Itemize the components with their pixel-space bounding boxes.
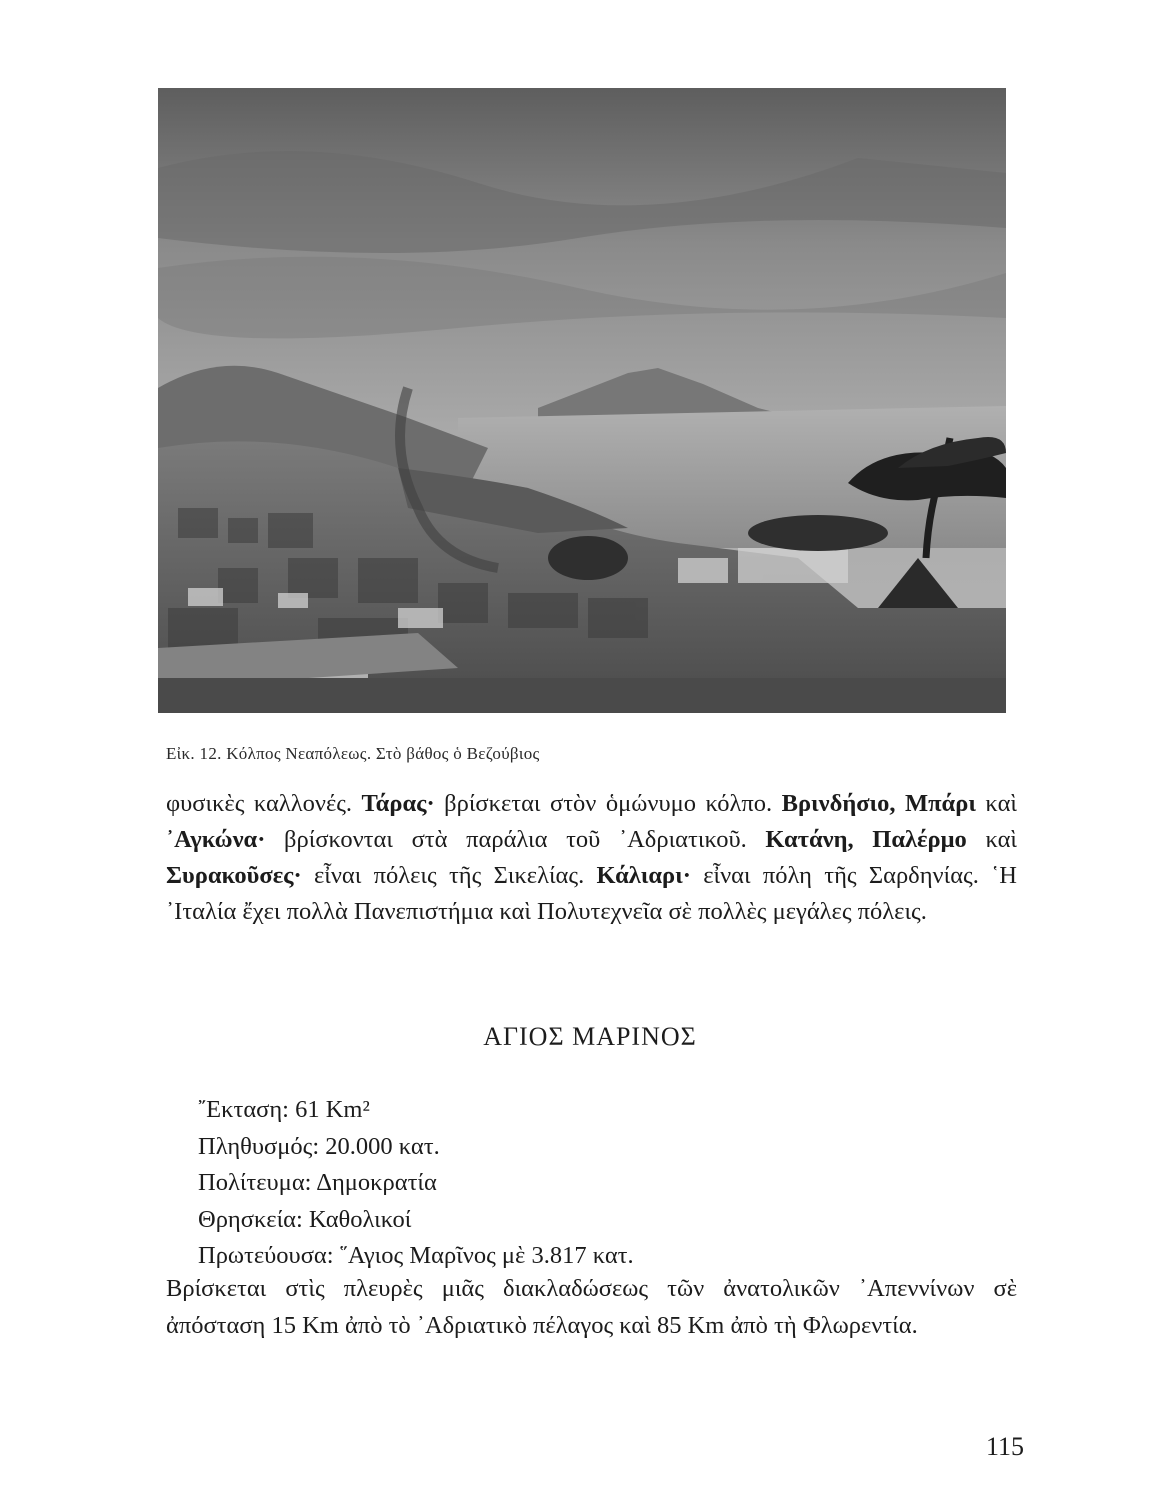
fact-population: Πληθυσμός: 20.000 κατ.: [198, 1132, 440, 1160]
city-taras: Τάρας·: [361, 790, 435, 817]
bay-of-naples-photo: [158, 88, 1006, 713]
city-brindisi-bari: Βρινδήσιο, Μπάρι: [781, 790, 976, 817]
city-catania-palermo: Κατάνη, Παλέρμο: [765, 826, 967, 853]
fact-government: Πολίτευμα: Δημοκρατία: [198, 1169, 437, 1196]
fact-capital: Πρωτεύουσα: ῞Αγιος Μαρῖνος μὲ 3.817 κατ.: [198, 1242, 634, 1269]
paragraph-text: βρίσκονται στὰ παράλια τοῦ ᾿Αδριατικοῦ.: [265, 826, 766, 853]
city-ancona: ᾿Αγκώνα·: [166, 826, 266, 853]
page-number: 115: [985, 1432, 1024, 1461]
fact-area: ῎Εκταση: 61 Km²: [198, 1096, 370, 1123]
city-cagliari: Κάλιαρι·: [596, 862, 691, 889]
country-facts: [198, 1092, 634, 1275]
photo-illustration: [158, 88, 1006, 713]
location-description: Βρίσκεται στὶς πλευρὲς μιᾶς διακλαδώσεως τῶν ἀνατολικῶν ᾿Απεννίνων σὲ ἀπόσταση 15 Km ἀπὸ τὸ ᾿Αδριατικὸ πέλαγος καὶ 85 Km ἀπὸ τὴ Φλωρεντία.: [166, 1275, 1017, 1339]
paragraph-text: εἶναι πόλη τῆς Σαρδηνίας. ῾Η ᾿Ιταλία ἔχει πολλὰ Πανεπιστήμια καὶ Πολυτεχνεῖα σὲ πολλὲς μεγάλες πόλεις.: [166, 862, 1017, 925]
paragraph-text: εἶναι πόλεις τῆς Σικελίας.: [301, 862, 597, 889]
paragraph-text: βρίσκεται στὸν ὁμώνυμο κόλπο.: [434, 790, 782, 817]
section-title: ΑΓΙΟΣ ΜΑΡΙΝΟΣ: [483, 1022, 697, 1051]
paragraph-text: καὶ: [975, 790, 1017, 817]
fact-religion: Θρησκεία: Καθολικοί: [198, 1205, 412, 1233]
cities-paragraph: [166, 786, 1017, 930]
paragraph-text: καὶ: [966, 826, 1017, 853]
city-syracuse: Συρακοῦσες·: [166, 862, 302, 889]
paragraph-text: φυσικὲς καλλονές.: [166, 790, 362, 817]
figure-caption: Εἰκ. 12. Κόλπος Νεαπόλεως. Στὸ βάθος ὁ Βεζούβιος: [166, 744, 540, 763]
